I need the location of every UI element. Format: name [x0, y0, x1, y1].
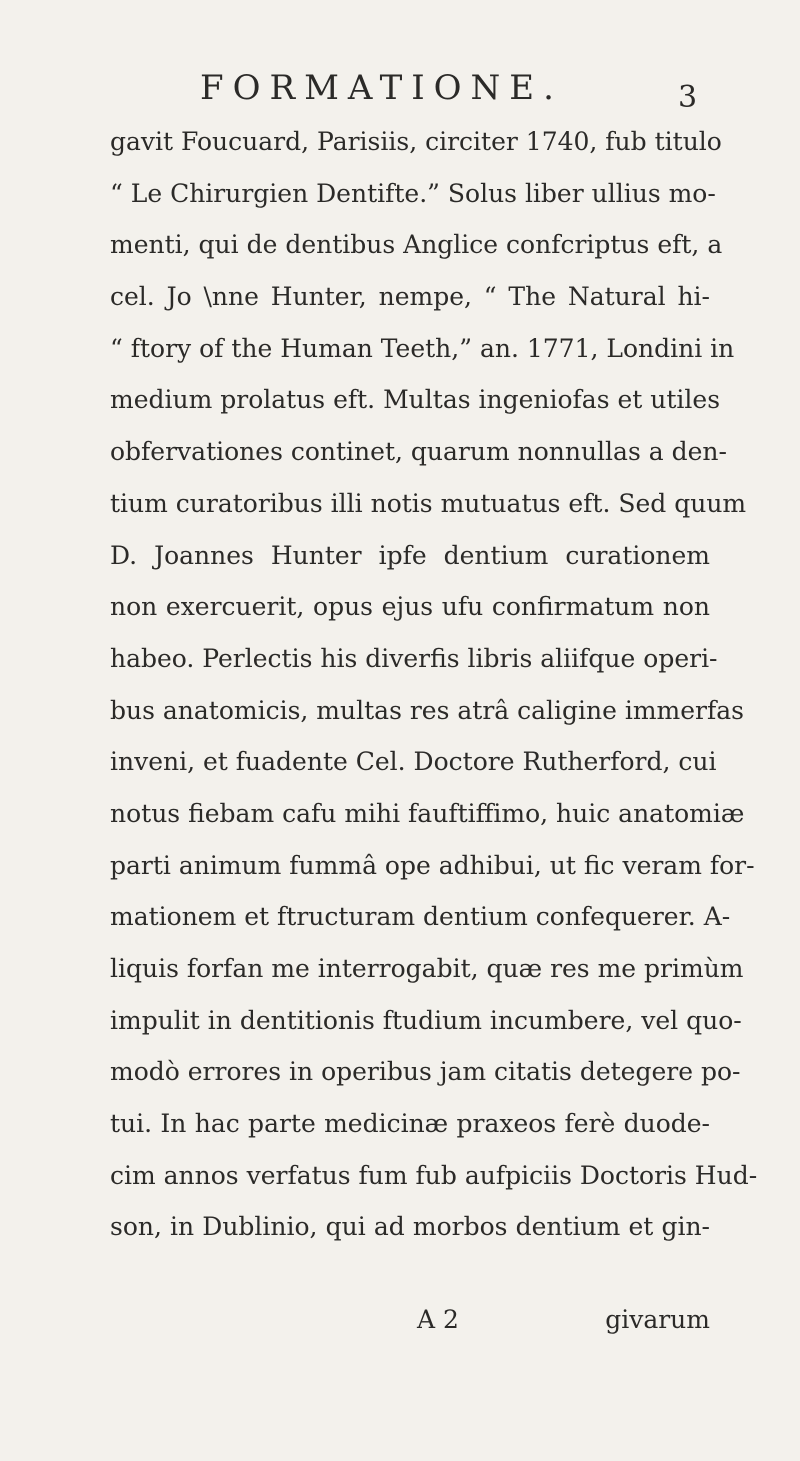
text-line: gavit Foucuard, Parisiis, circiter 1740, fub titulo: [110, 127, 722, 156]
catchword: givarum: [605, 1305, 710, 1334]
text-line: “ ftory of the Human Teeth,” an. 1771, Londini in: [110, 333, 735, 363]
text-line: medium prolatus eft. Multas ingeniofas et utiles: [110, 385, 721, 415]
text-line: “ Le Chirurgien Dentifte.” Solus liber ullius mo-: [110, 178, 716, 208]
text-line: tui. In hac parte medicinæ praxeos ferè duode-: [110, 1109, 710, 1139]
catchline: [110, 1300, 710, 1340]
signature-mark: A 2: [417, 1305, 459, 1334]
text-line: non exercuerit, opus ejus ufu confirmatum non: [110, 592, 710, 622]
text-line: cim annos verfatus fum fub aufpiciis Doctoris Hud-: [110, 1160, 758, 1190]
text-line: habeo. Perlectis his diverfis libris aliifque operi-: [110, 643, 718, 673]
text-line: menti, qui de dentibus Anglice confcriptus eft, a: [110, 230, 723, 260]
text-line: parti animum fummâ ope adhibui, ut fic veram for-: [110, 850, 755, 880]
text-line: inveni, et fuadente Cel. Doctore Rutherford, cui: [110, 747, 717, 777]
body-text: [110, 116, 758, 1253]
text-line: obfervationes continet, quarum nonnullas a den-: [110, 437, 727, 467]
text-line: impulit in dentitionis ftudium incumbere, vel quo-: [110, 1005, 742, 1035]
text-line: liquis forfan me interrogabit, quæ res me primùm: [110, 954, 744, 983]
running-head: FORMATIONE.: [200, 68, 563, 108]
text-line: notus fiebam cafu mihi fauftiffimo, huic anatomiæ: [110, 798, 745, 828]
text-line: D. Joannes Hunter ipfe dentium curationem: [110, 540, 710, 570]
page-number: 3: [678, 80, 698, 115]
text-line: modò errores in operibus jam citatis detegere po-: [110, 1057, 741, 1087]
text-line: tium curatoribus illi notis mutuatus eft. Sed quum: [110, 488, 747, 518]
text-line: bus anatomicis, multas res atrâ caligine immerfas: [110, 695, 744, 725]
text-line: mationem et ftructuram dentium confequerer. A-: [110, 902, 731, 932]
text-line: son, in Dublinio, qui ad morbos dentium et gin-: [110, 1212, 710, 1242]
text-line: cel. Jo \nne Hunter, nempe, “ The Natural hi-: [110, 282, 710, 312]
